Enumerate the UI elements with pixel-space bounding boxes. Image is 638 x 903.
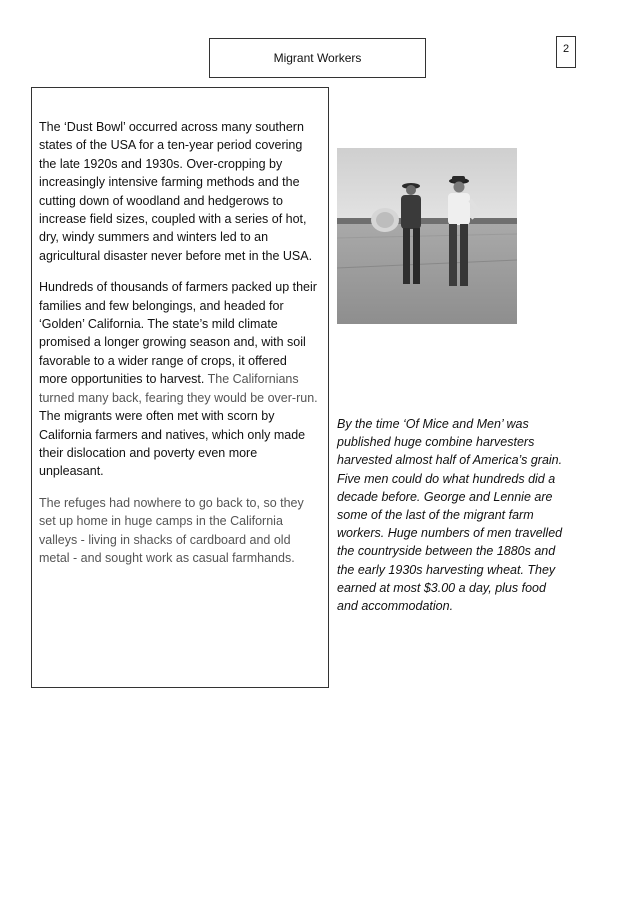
paragraph-california xyxy=(39,278,318,480)
page-number-box xyxy=(556,36,576,68)
migrant-workers-photo xyxy=(337,148,517,324)
text-panel xyxy=(31,87,329,688)
page-title: Migrant Workers xyxy=(273,51,362,65)
paragraph-refuges: The refuges had nowhere to go back to, so they set up home in huge camps in the California valleys - living in shacks of cardboard and old metal - and sought work as casual farmhands. xyxy=(39,495,304,565)
paragraph-california-continuation: The migrants were often met with scorn by California farmers and natives, which only made their dislocation and poverty even more unpleasant. xyxy=(39,409,306,479)
caption-text: By the time ‘Of Mice and Men’ was published huge combine harvesters harvested almost half of America’s grain. Five men could do what hundreds did a decade before. George and Lennie are some of the last of the migrant farm workers. Huge numbers of men travelled the countryside between the 1880s and the early 1930s harvesting wheat. They earned at most $3.00 a day, plus food and accommodation. xyxy=(337,417,563,614)
paragraph-dust-bowl: The ‘Dust Bowl’ occurred across many southern states of the USA for a ten-year period covering the late 1920s and 1930s. Over-cropping by increasingly intensive farming methods and the cutting down of woodland and hedgerows to increase field sizes, coupled with a series of hot, dry, windy summers and winters led to an agricultural disaster never before met in the USA. xyxy=(39,120,313,263)
paragraph-california-main: Hundreds of thousands of farmers packed up their families and few belongings, and headed for ‘Golden’ California. The state’s mild climate promised a longer growing season and, with soil favorable to a wider range of crops, it offered more opportunities to harvest. xyxy=(39,280,317,387)
header-title-box xyxy=(209,38,426,78)
page-number: 2 xyxy=(562,43,570,55)
photo-caption xyxy=(337,415,569,615)
muted-sentence: The Californians turned many back, fearing they would be over-run. xyxy=(39,372,318,405)
